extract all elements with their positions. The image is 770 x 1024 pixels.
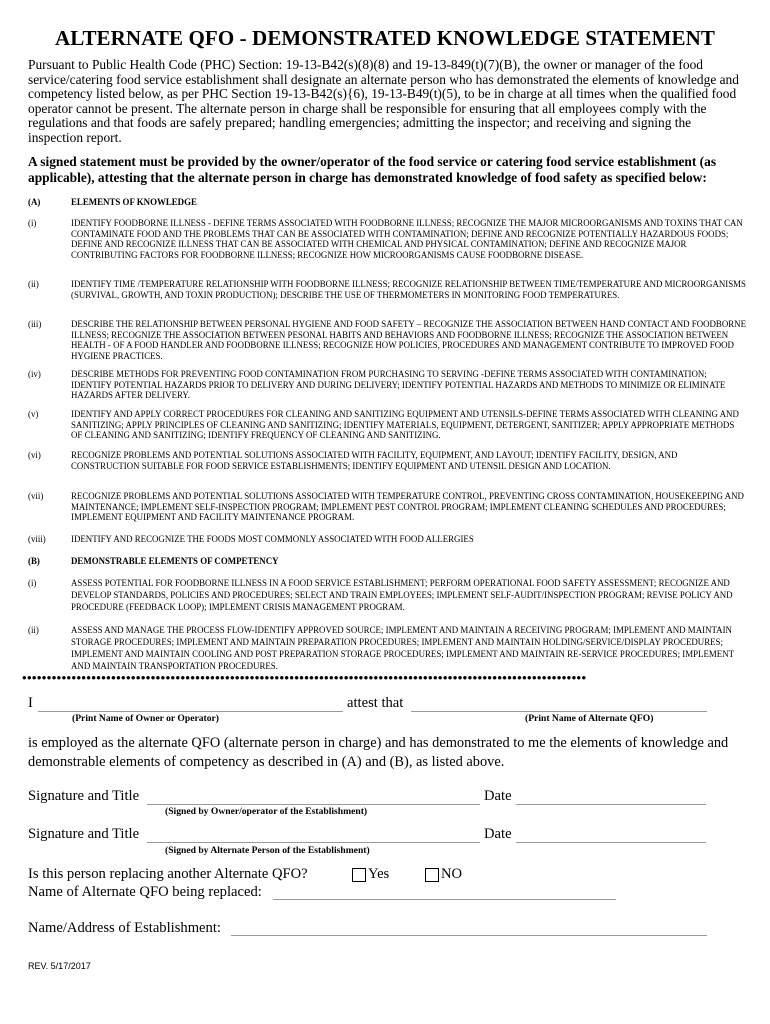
item-text: ASSESS POTENTIAL FOR FOODBORNE ILLNESS IN A FOOD SERVICE ESTABLISHMENT; PERFORM OPERATIONAL FOOD SAFETY ASSESSMENT; RECOGNIZE AND DEVELOP STANDARDS, POLICIES AND PROCEDURES; SELECT AND TRAIN EMPLOYEES; IMPLEMENT SELF-AUDIT/INSPECTION PROGRAM; REVISE POLICY AND PROCEDURE (FEEDBACK LOOP); IMPLEMENT CRISIS MANAGEMENT PROGRAM.: [71, 578, 733, 612]
owner-signature-hint: (Signed by Owner/operator of the Establishment): [165, 806, 368, 817]
list-item: [28, 409, 746, 441]
list-item: [28, 218, 746, 260]
item-text: ASSESS AND MANAGE THE PROCESS FLOW-IDENTIFY APPROVED SOURCE; IMPLEMENT AND MAINTAIN A RECEIVING PROGRAM; IMPLEMENT AND MAINTAIN STORAGE PROCEDURES; IMPLEMENT AND MAINTAIN PREPARATION PROCEDURES; IMPLEMENT AND MAINTAIN HOLDING/SERVICE/DISPLAY PROCEDURES; IMPLEMENT AND MAINTAIN COOLING AND POST PREPARATION STORAGE PROCEDURES; IMPLEMENT AND MAINTAIN RE-SERVICE PROCEDURES; IMPLEMENT AND MAINTAIN TRANSPORTATION PROCEDURES.: [71, 625, 734, 671]
item-text: RECOGNIZE PROBLEMS AND POTENTIAL SOLUTIONS ASSOCIATED WITH FACILITY, EQUIPMENT, AND LAYOUT; IDENTIFY FACILITY, DESIGN, AND CONSTRUCTION SUITABLE FOR FOOD SERVICE ESTABLISHMENTS; IDENTIFY EQUIPMENT AND UTENSIL DESIGN AND LOCATION.: [71, 450, 678, 471]
item-number: (B): [28, 556, 40, 566]
item-text: ELEMENTS OF KNOWLEDGE: [71, 197, 197, 207]
item-number: (viii): [28, 534, 46, 544]
no-label: NO: [441, 866, 463, 882]
item-number: (vii): [28, 491, 44, 501]
item-number: (i): [28, 218, 37, 228]
alternate-signature-field[interactable]: [147, 842, 480, 843]
owner-date-field[interactable]: [516, 804, 706, 805]
alternate-date-field[interactable]: [516, 842, 706, 843]
item-number: (i): [28, 578, 37, 588]
item-number: (iv): [28, 369, 41, 379]
yes-label: Yes: [368, 866, 390, 882]
item-text: RECOGNIZE PROBLEMS AND POTENTIAL SOLUTIONS ASSOCIATED WITH TEMPERATURE CONTROL, PREVENTING CROSS CONTAMINATION, HOUSEKEEPING AND MAINTENANCE; IMPLEMENT SELF-INSPECTION PROGRAM; IMPLEMENT PEST CONTROL PROGRAM; IMPLEMENT CLEANING SCHEDULES AND PROCEDURES; IMPLEMENT EQUIPMENT AND FACILITY MAINTENANCE PROGRAM.: [71, 491, 744, 523]
item-text: DESCRIBE METHODS FOR PREVENTING FOOD CONTAMINATION FROM PURCHASING TO SERVING -DEFINE TERMS ASSOCIATED WITH CONTAMINATION; IDENTIFY POTENTIAL HAZARDS PRIOR TO DELIVERY AND DURING DELIVERY; IDENTIFY POTENTIAL HAZARDS AND METHODS TO MINIMIZE OR ELIMINATE HAZARDS AFTER DELIVERY.: [71, 369, 726, 401]
alternate-date-label: Date: [484, 826, 512, 842]
item-number: (ii): [28, 279, 39, 289]
owner-name-hint: (Print Name of Owner or Operator): [72, 713, 219, 724]
establishment-label: Name/Address of Establishment:: [28, 920, 221, 936]
list-item: [28, 319, 746, 361]
item-text: IDENTIFY FOODBORNE ILLNESS - DEFINE TERMS ASSOCIATED WITH FOODBORNE ILLNESS; RECOGNIZE THE MAJOR MICROORGANISMS AND TOXINS THAT CAN CONTAMINATE FOOD AND THE PROBLEMS THAT CAN BE ASSOCIATED WITH CONTAMINATION; DEFINE AND RECOGNIZE POTENTIALLY HAZARDOUS FOODS; DEFINE AND RECOGNIZE ILLNESS THAT CAN BE ASSOCIATED WITH CHEMICAL AND PHYSICAL CONTAMINATION; DEFINE AND RECOGNIZE MAJOR CONTRIBUTING FACTORS FOR FOODBORNE ILLNESS; RECOGNIZE HOW MICROORGANISMS CAUSE FOODBORNE DISEASE.: [71, 218, 743, 260]
no-checkbox[interactable]: [425, 868, 439, 882]
item-number: (v): [28, 409, 39, 419]
statement-paragraph: A signed statement must be provided by the owner/operator of the food service or catering food service establishment (as applicable), attesting that the alternate person in charge has demonstrated knowledge of food safety as specified below:: [28, 154, 717, 185]
item-text: IDENTIFY AND APPLY CORRECT PROCEDURES FOR CLEANING AND SANITIZING EQUIPMENT AND UTENSILS-DEFINE TERMS ASSOCIATED WITH CLEANING AND SANITIZING; APPLY PRINCIPLES OF CLEANING AND SANITIZING; IDENTIFY MATERIALS, EQUIPMENT, DETERGENT, SANITIZER; APPLY APPROPRIATE METHODS OF CLEANING AND SANITIZING; IDENTIFY FREQUENCY OF CLEANING AND SANITIZING.: [71, 409, 739, 441]
owner-signature-label: Signature and Title: [28, 788, 140, 804]
owner-name-field[interactable]: [38, 711, 343, 712]
alternate-signature-hint: (Signed by Alternate Person of the Establishment): [165, 845, 370, 856]
alternate-signature-label: Signature and Title: [28, 826, 140, 842]
item-number: (vi): [28, 450, 41, 460]
replacing-question: Is this person replacing another Alternate QFO?: [28, 866, 308, 882]
item-text: DEMONSTRABLE ELEMENTS OF COMPETENCY: [71, 556, 279, 566]
section-a-header: [28, 197, 746, 208]
attest-that-label: attest that: [347, 695, 404, 711]
list-item: [28, 491, 746, 523]
page-title: ALTERNATE QFO - DEMONSTRATED KNOWLEDGE STATEMENT: [55, 26, 715, 50]
attest-body: is employed as the alternate QFO (alternate person in charge) and has demonstrated to me the elements of knowledge and demonstrable elements of competency as described in (A) and (B), as listed above.: [28, 735, 729, 770]
replaced-name-field[interactable]: [273, 899, 616, 900]
list-item: [28, 450, 746, 471]
item-number: (A): [28, 197, 41, 207]
owner-date-label: Date: [484, 788, 512, 804]
item-text: IDENTIFY TIME /TEMPERATURE RELATIONSHIP WITH FOODBORNE ILLNESS; RECOGNIZE RELATIONSHIP BETWEEN TIME/TEMPERATURE AND MICROORGANISMS (SURVIVAL, GROWTH, AND TOXIN PRODUCTION); DESCRIBE THE USE OF THERMOMETERS IN MONITORING FOOD TEMPERATURES.: [71, 279, 746, 300]
alternate-name-field[interactable]: [411, 711, 707, 712]
revision-date: REV. 5/17/2017: [28, 961, 91, 971]
owner-signature-field[interactable]: [147, 804, 480, 805]
establishment-field[interactable]: [231, 935, 707, 936]
item-text: IDENTIFY AND RECOGNIZE THE FOODS MOST COMMONLY ASSOCIATED WITH FOOD ALLERGIES: [71, 534, 474, 544]
yes-checkbox[interactable]: [352, 868, 366, 882]
list-item: [28, 624, 746, 672]
item-number: (iii): [28, 319, 42, 329]
section-b-header: [28, 556, 746, 567]
replaced-name-label: Name of Alternate QFO being replaced:: [28, 884, 262, 900]
dotted-divider: ••••••••••••••••••••••••••••••••••••••••••••••••••••••••••••••••••••••••••••••••••••••••••••••••••••••••••••••••••: [22, 674, 587, 682]
list-item: [28, 534, 746, 545]
alternate-name-hint: (Print Name of Alternate QFO): [525, 713, 654, 724]
item-text: DESCRIBE THE RELATIONSHIP BETWEEN PERSONAL HYGIENE AND FOOD SAFETY – RECOGNIZE THE ASSOCIATION BETWEEN HAND CONTACT AND FOODBORNE ILLNESS; RECOGNIZE THE ASSOCIATION BETWEEN PESONAL HABITS AND BEHAVIORS AND FOODBORNE ILLNESS; RECOGNIZE THE ASSOCIATION BETWEEN HEALTH - OF A FOOD HANDLER AND FOODBORNE ILLNESS; RECOGNIZE HOW POLICIES, PROCEDURES AND MANAGEMENT CONTRIBUTE TO IMPROVED FOOD HYGIENE PRACTICES.: [71, 319, 747, 361]
list-item: [28, 369, 746, 401]
intro-paragraph: Pursuant to Public Health Code (PHC) Section: 19-13-B42(s)(8)(8) and 19-13-849(t)(7)(B), the owner or manager of the food service/catering food service establishment shall designate an alternate person who has demonstrated the elements of knowledge and competency listed below, as per PHC Section 19-13-B42(s){6), 19-13-B49(t)(5), to be in charge at all times when the qualified food operator cannot be present. The alternate person in charge shall be responsible for ensuring that all employees comply with the regulations and that foods are safely prepared; handling emergencies; admitting the inspector; and receiving and signing the inspection report.: [28, 57, 739, 145]
attest-i-label: I: [28, 695, 33, 711]
item-number: (ii): [28, 625, 39, 635]
list-item: [28, 279, 746, 300]
list-item: [28, 577, 746, 613]
